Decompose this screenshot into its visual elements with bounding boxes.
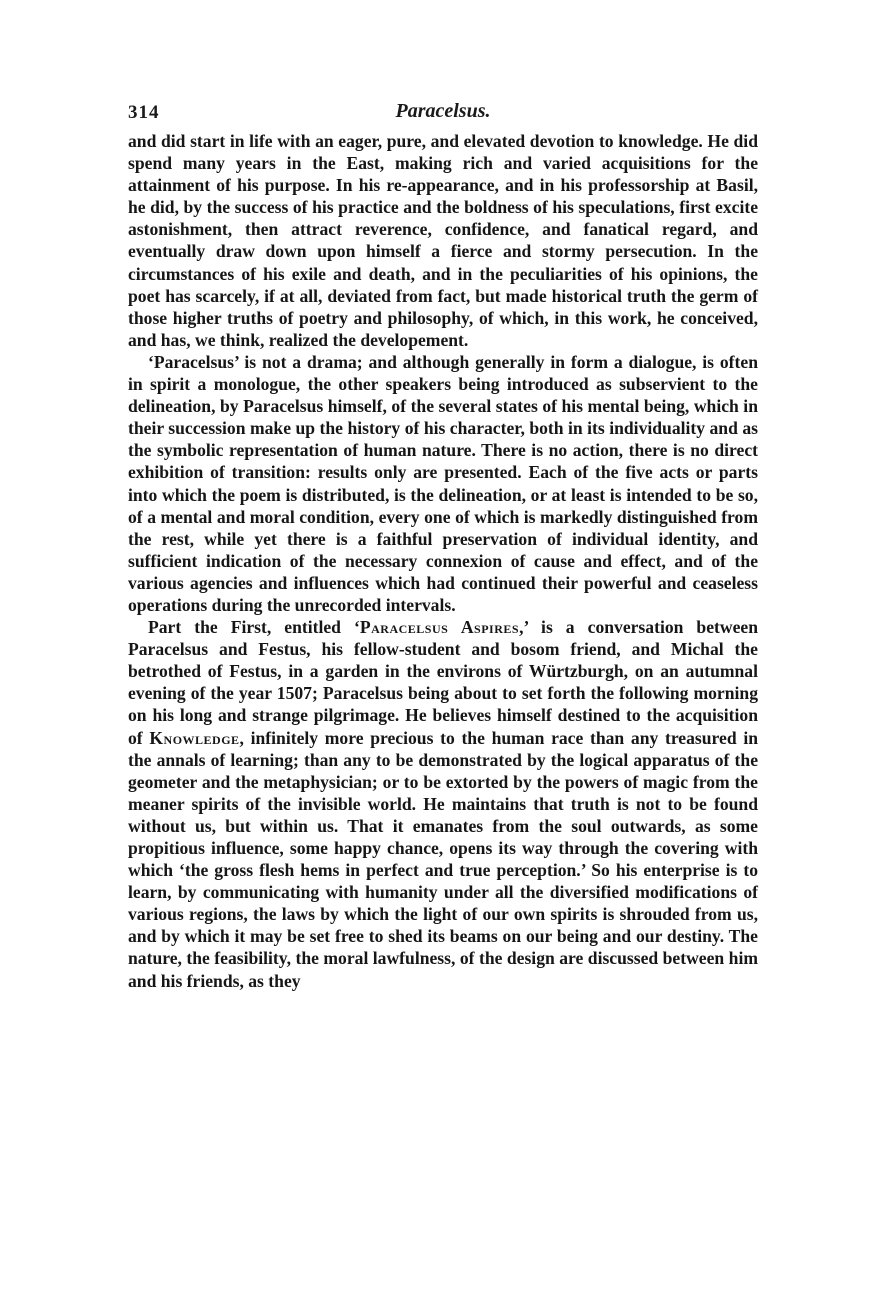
paragraph-2: ‘Paracelsus’ is not a drama; and although generally in form a dialogue, is often in spirit a monologue, the other speakers being introduced as subservient to the delineation, by Paracelsus himself, of the several states of his mental being, which in their succession make up the history of his character, both in its individuality and as the symbolic representation of human nature. There is no action, there is no direct exhibition of transition: results only are presented. Each of the five acts or parts into which the poem is distributed, is the delineation, or at least is intended to be so, of a mental and moral condition, every one of which is markedly distinguished from the rest, while yet there is a faithful preservation of individual identity, and sufficient indication of the necessary connexion of cause and effect, and of the various agencies and influences which had continued their powerful and ceaseless operations during the unrecorded intervals.	[128, 351, 758, 615]
paragraph-1: and did start in life with an eager, pure, and elevated devotion to knowledge. He did spend many years in the East, making rich and varied acquisitions for the attainment of his purpose. In his re-appearance, and in his professorship at Basil, he did, by the success of his practice and the boldness of his speculations, first excite astonishment, then attract reverence, confidence, and fanatical regard, and eventually draw down upon himself a fierce and stormy persecution. In the circumstances of his exile and death, and in the peculiarities of his opinions, the poet has scarcely, if at all, deviated from fact, but made historical truth the germ of those higher truths of poetry and philosophy, of which, in this work, he conceived, and has, we think, realized the developement.	[128, 131, 758, 350]
running-head: Paracelsus.	[395, 100, 491, 122]
page-number: 314	[128, 102, 160, 123]
paragraph-3-text-before: Part the First, entitled ‘	[148, 617, 360, 638]
book-page	[128, 96, 758, 992]
paragraph-3-text-after: , infinitely more precious to the human race than any treasured in the annals of learning; than any to be demonstrated by the logical apparatus of the geometer and the metaphysician; or to be extorted by the powers of magic from the meaner spirits of the invisible world. He maintains that truth is not to be found without us, but within us. That it emanates from the soul outwards, as some propitious influence, some happy chance, opens its way through the covering with which ‘the gross flesh hems in perfect and true perception.’ So his enterprise is to learn, by communicating with humanity under all the diversified modifications of various regions, the laws by which the light of our own spirits is shrouded from us, and by which it may be set free to shed its beams on our being and our destiny. The nature, the feasibility, the moral lawfulness, of the design are discussed between him and his friends, as they	[128, 727, 758, 991]
paragraph-3-text-middle: ,’ is a conversation between Paracelsus and Festus, his fellow-student and bosom friend, and Michal the betrothed of Festus, in a garden in the environs of Würtzburgh, on an autumnal evening of the year 1507; Paracelsus being about to set forth the following morning on his long and strange pilgrimage. He believes himself destined to the acquisition of	[128, 617, 758, 748]
small-caps-title: Paracelsus Aspires	[359, 617, 520, 638]
page-header	[128, 96, 758, 130]
small-caps-knowledge: Knowledge	[149, 727, 240, 748]
paragraph-3	[128, 616, 758, 992]
